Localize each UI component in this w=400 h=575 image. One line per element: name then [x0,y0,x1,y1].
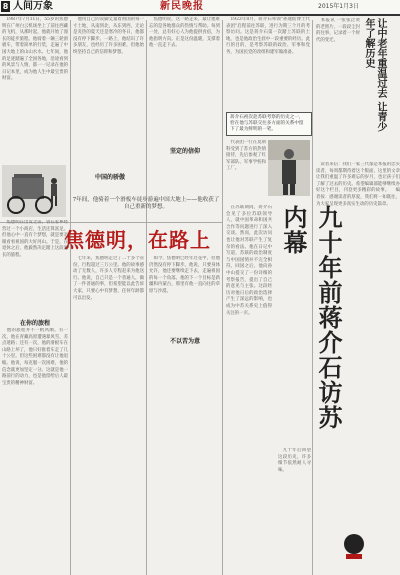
article-body-column: 九十年后回望这段历史，许多细节依然耐人寻味。 [278,448,311,473]
article-deck: 7年间，他骑着一个滑板车徒步游遍中国大地上——他收获了自己重新的梦想。 [72,197,220,210]
article-body-column: 他的旅程并不一帆风顺。有一次，他在青藏高原遭遇暴风雪，差点迷路；还有一次，他的滑板车在山路上坏了，他只好推着车走了几十公里。但这些困难都没有让他退缩。他说，每克服一次困难，他的信念就更加坚定一分。这就是他一路前行的动力，也是他留给后人最宝贵的精神财富。 [2,328,68,386]
column-rule [70,20,71,575]
page-number: 8 [2,2,9,11]
newspaper-logo: 新民晚报 [160,1,204,12]
article-body-column: 焦德明在出发之前，曾在家乡经营过一个小商店，生活还算富足。但他心中一直有个梦想，就是要亲眼看看祖国的大好河山。于是，在退休之后，他毅然决定踏上这段漫长的旅程。 [2,220,68,258]
intro-box-text: 蒋介石初次赴苏联考察的历史之一，恰在他与苏联交往多方面的关系中留下了最为鲜明的一笔。 [230,115,304,132]
spacer [226,300,312,304]
subheading: 在你的旅程 [19,320,50,327]
article-body-column: 代表团一行在莫斯科受到了苏方的热情接待，先后参观了红军部队、军事学校和工厂。 [226,140,266,172]
feature-headline: 九十年前蒋介石访苏内幕 [279,205,343,430]
article-body-column: 1923年8月，蒋介石率领"孙逸仙博士代表团"启程前往苏联，进行为期三个月的考察访问。这是蒋介石第一次踏上苏联的土地，也是他政治生涯中一段重要的经历。此行的目的，是考察苏联的政治、军事和党务，为国民党的改组和建军做准备。 [226,17,310,55]
subheading: 不以苦为意 [169,338,200,345]
portrait-photo [268,140,310,196]
intro-box [226,112,312,136]
sidebar-column: 读者来信：我们一家三代都是本报的忠实读者，每周都期待着这个版面，这里的文章让我们重温了许多难忘的岁月，也让孩子们了解了过去的历史。希望编辑部能够继续办好这个栏目，刊登更多精彩的故事。 编者按：感谢读者的厚爱，我们将一如既往，为大家呈现更多真实生动的历史篇章。 [316,162,400,207]
article-body-column: 七年来，焦德明走过了二十多个省份，行程超过三万公里。他的故事感动了无数人，许多人专程赶来为他送行。他说，自己只是一个普通人，做了一件普通的事，但希望能以此告诉大家，只要心中有梦想，任何年龄都可以出发。 [73,256,144,301]
subheading: 中国的骄傲 [94,174,125,181]
article-body-column: 1987年7月11日，55岁的焦德明在广州白云机场坐上了前往西藏的飞机，从那时起，他就开始了漫长的徒步旅程。他骑着一辆三轮滑板车，带着简单的行装，走遍了中国大地上的山山水水。七年间，他的足迹踏遍了全国各地，沿途看到的风景与人情，都一一记录在他的日记本里，成为他人生中最宝贵的财富。 [2,17,68,82]
article-headline: 焦德明，在路上 [64,228,211,252]
subheading: 坚定的信仰 [169,148,200,155]
column-rule [222,20,223,575]
stamp-logo [342,532,366,560]
article-body-column: 焦德明说，这一路走来，最让他难忘的是各地群众的热情与帮助。每到一处，总有好心人为他提供食宿，为他指明方向。正是这份温暖，支撑着他一直走下去。 [149,17,220,49]
rickshaw-photo [2,165,66,217]
article-body-column: 在苏联期间，蒋介石会见了多位苏联领导人，就中国革命和国共合作等问题进行了深入交谈。然而，此次访问也让他对苏联产生了复杂的看法。他在日记中写道，苏联的政治制度与中国国情并不完全相符。回国之后，他向孙中山提交了一份详细的考察报告，提出了自己的意见与主张。这段经历对他日后的政治选择产生了深远的影响，也成为中苏关系史上值得关注的一页。 [226,205,272,316]
article-body-column: 他用自己的双脚丈量着祖国的每一寸土地，从南到北，从东到西，无论是炎热的夏天还是寒冷的冬日，他都没有停下脚步。一路上，他结识了许多朋友，也经历了许多困难，但他始终坚持自己的信仰和梦想。 [73,17,144,55]
article-body-column: 如今，焦德明已经年过花甲，但他仍然没有停下脚步。他说，只要身体允许，他还要继续走下去，走遍祖国的每一个角落。他的下一个目标是新疆和内蒙古，那里有他一直向往的草原与沙漠。 [149,256,220,294]
issue-date: 2015年1月3日 [318,3,359,10]
kicker-vertical-text: 让中老年重温过去 让青少年了解历史 [363,18,386,132]
page-header [0,0,400,16]
sidebar-column: 本报讯 一张张泛黄的老照片，一段段尘封的往事，记录着一个时代的变迁。 [316,18,360,43]
section-title: 人间万象 [13,1,53,12]
column-rule [146,20,147,575]
